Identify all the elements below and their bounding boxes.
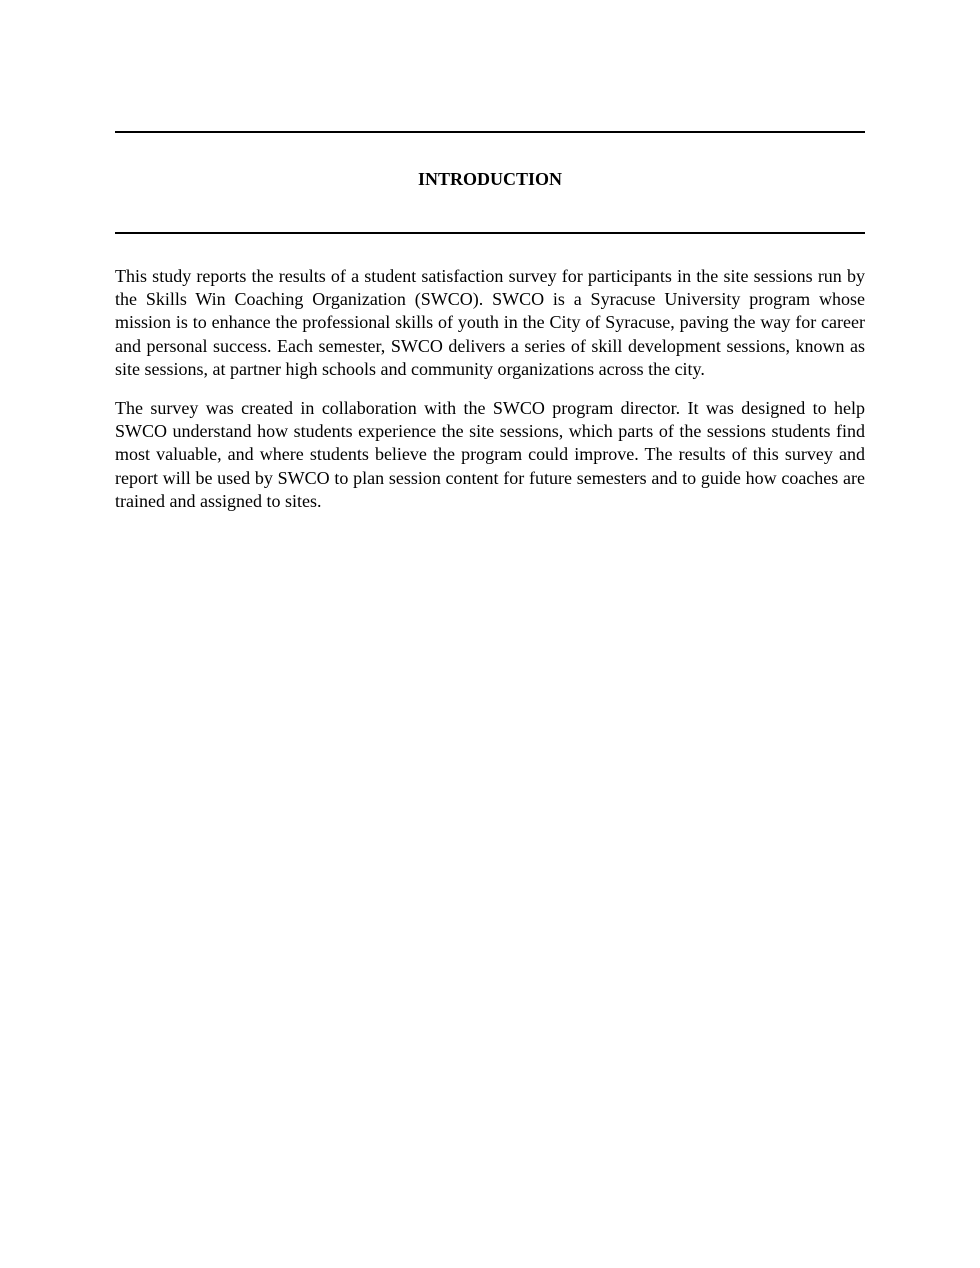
document-page (115, 0, 865, 1268)
heading-top-rule (115, 131, 865, 133)
body-text (115, 265, 865, 529)
heading-bottom-rule (115, 232, 865, 234)
paragraph-survey: The survey was created in collaboration with the SWCO program director. It was designed to help SWCO understand how students experience the site sessions, which parts of the sessions students find most valuable, and where students believe the program could improve. The results of this survey and report will be used by SWCO to plan session content for future semesters and to guide how coaches are trained and assigned to sites. (115, 398, 865, 511)
paragraph-intro: This study reports the results of a student satisfaction survey for participants in the site sessions run by the Skills Win Coaching Organization (SWCO). SWCO is a Syracuse University program whose mission is to enhance the professional skills of youth in the City of Syracuse, paving the way for career and personal success. Each semester, SWCO delivers a series of skill development sessions, known as site sessions, at partner high schools and community organizations across the city. (115, 266, 865, 379)
section-heading: INTRODUCTION (417, 169, 563, 189)
